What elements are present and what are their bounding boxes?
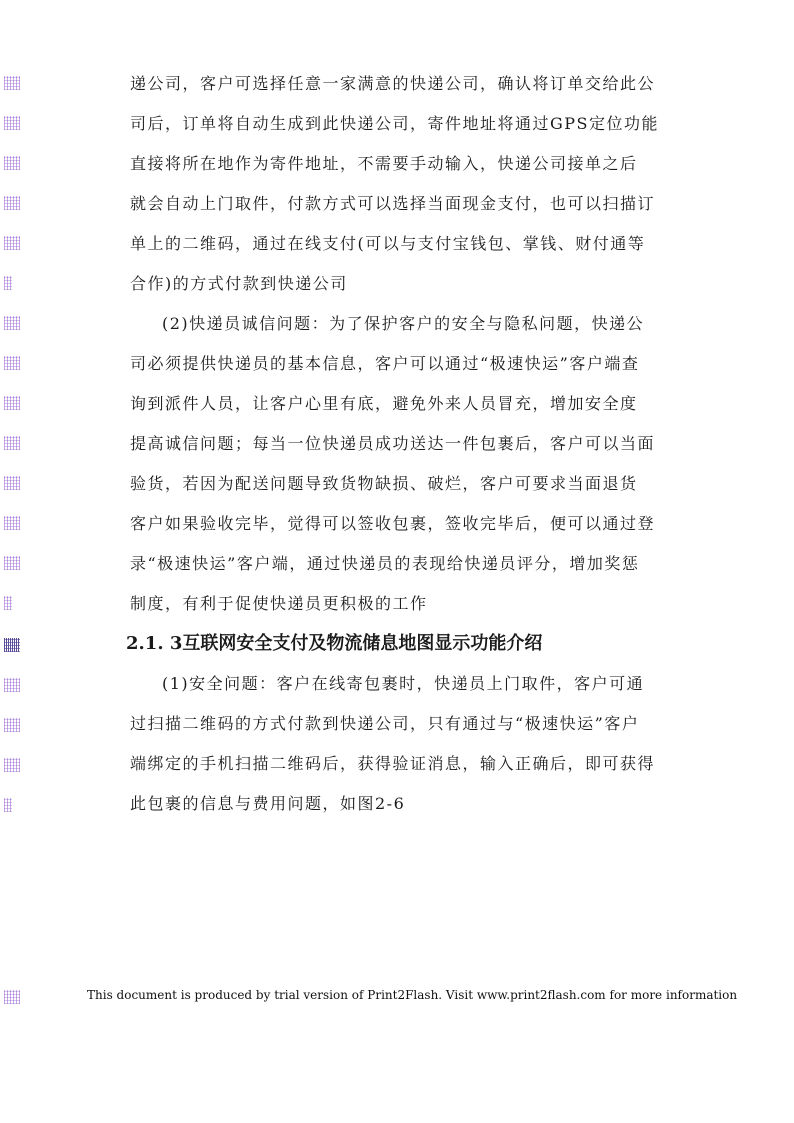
text-line: 过扫描二维码的方式付款到快递公司，只有通过与“极速快运”客户 [130,714,640,733]
line-marker [4,678,20,692]
text-line: 合作)的方式付款到快递公司 [130,274,348,293]
section-heading: 2.1. 3互联网安全支付及物流储息地图显示功能介绍 [126,633,543,654]
text-line: 客户如果验收完毕，觉得可以签收包裹，签收完毕后，便可以通过登 [130,514,656,533]
line-marker [4,356,20,370]
text-line: 直接将所在地作为寄件地址，不需要手动输入，快递公司接单之后 [130,154,638,173]
text-line: 递公司，客户可选择任意一家满意的快递公司，确认将订单交给此公 [130,74,656,93]
line-marker [4,276,12,290]
line-marker [4,196,20,210]
line-marker [4,476,20,490]
line-marker [4,436,20,450]
line-marker [4,396,20,410]
line-marker [4,116,20,130]
line-marker [4,596,12,610]
text-line: 制度，有利于促使快递员更积极的工作 [130,594,428,613]
line-marker [4,638,20,652]
text-line: 此包裹的信息与费用问题，如图2-6 [130,794,406,813]
text-line: 单上的二维码，通过在线支付(可以与支付宝钱包、掌钱、财付通等 [130,234,646,253]
text-line: (1)安全问题：客户在线寄包裹时，快递员上门取件，客户可通 [162,674,645,693]
text-line: (2)快递员诚信问题：为了保护客户的安全与隐私问题，快递公 [162,314,645,333]
line-marker [4,516,20,530]
text-line: 端绑定的手机扫描二维码后，获得验证消息，输入正确后，即可获得 [130,754,656,773]
line-marker [4,76,20,90]
text-line: 司必须提供快递员的基本信息，客户可以通过“极速快运”客户端查 [130,354,640,373]
line-marker [4,990,20,1004]
line-marker [4,758,20,772]
text-line: 询到派件人员，让客户心里有底，避免外来人员冒充，增加安全度 [130,394,638,413]
trial-version-notice: This document is produced by trial version of Print2Flash. Visit www.print2flash.com for more information [87,988,738,1002]
text-line: 录“极速快运”客户端，通过快递员的表现给快递员评分，增加奖惩 [130,554,640,573]
document-body [126,64,670,824]
line-marker [4,556,20,570]
line-marker [4,156,20,170]
line-marker [4,718,20,732]
text-line: 就会自动上门取件，付款方式可以选择当面现金支付，也可以扫描订 [130,194,656,213]
text-line: 提高诚信问题；每当一位快递员成功送达一件包裹后，客户可以当面 [130,434,656,453]
margin-line-markers [0,0,24,1123]
text-line: 验货，若因为配送问题导致货物缺损、破烂，客户可要求当面退货 [130,474,638,493]
line-marker [4,798,12,812]
line-marker [4,236,20,250]
text-line: 司后，订单将自动生成到此快递公司，寄件地址将通过GPS定位功能 [130,114,660,133]
line-marker [4,316,20,330]
